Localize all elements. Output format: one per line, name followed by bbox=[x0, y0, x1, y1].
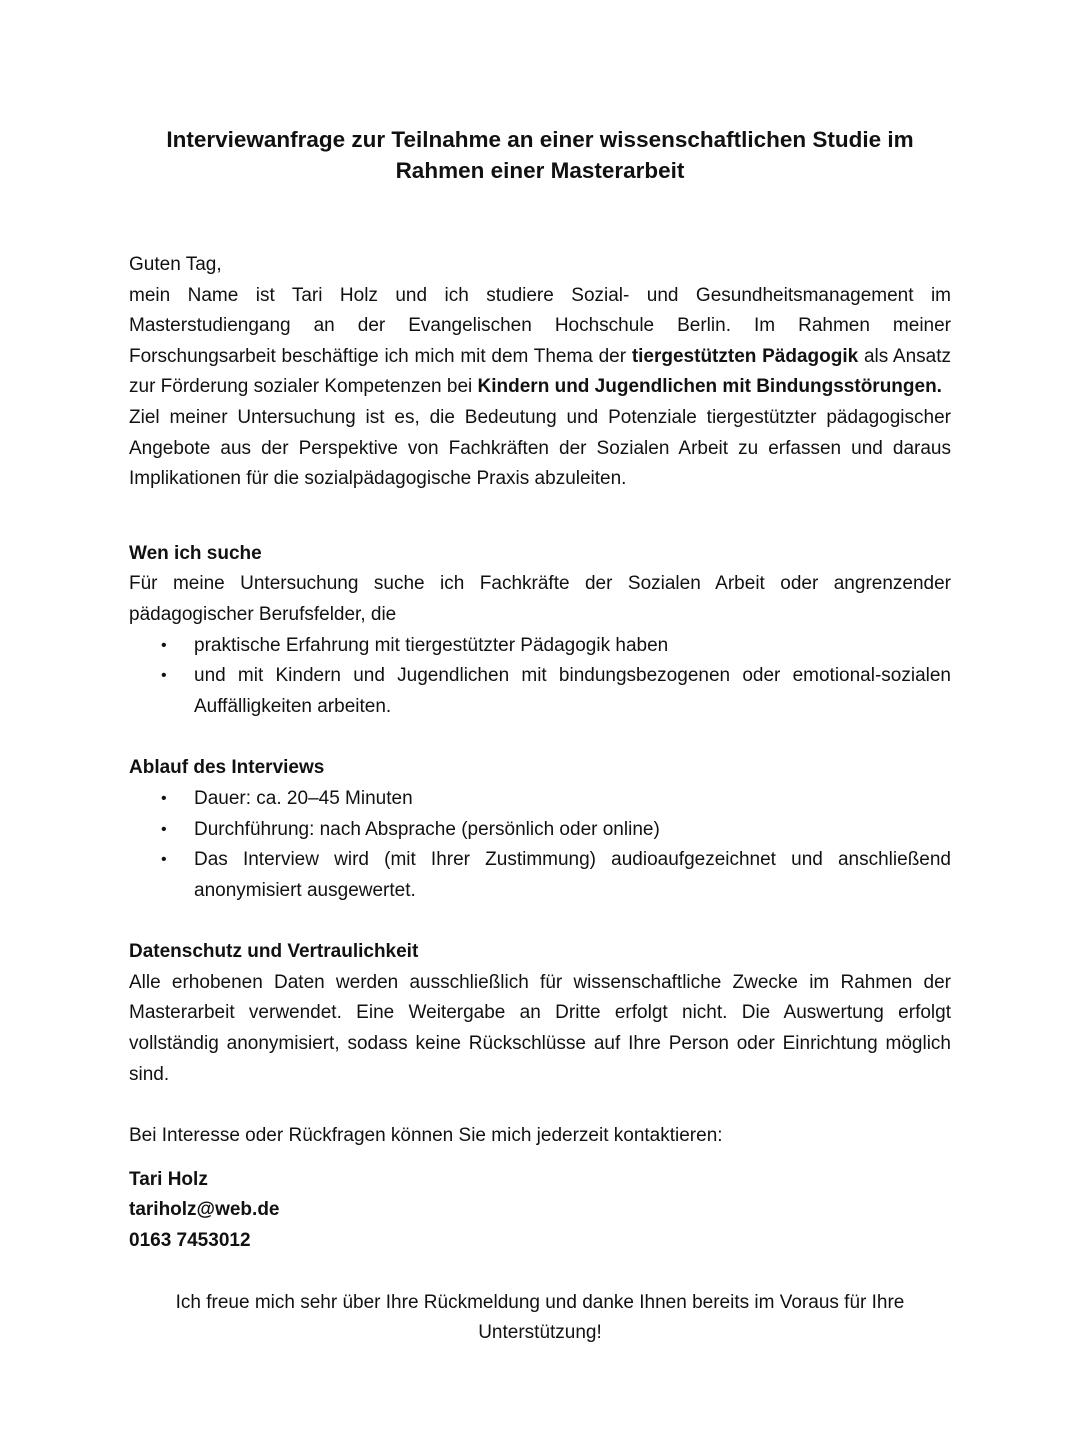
bullet-icon: • bbox=[161, 789, 167, 807]
spacer bbox=[129, 906, 951, 937]
intro-text-2: als Ansatz zur Förderung sozialer Kompetenzen bei bbox=[129, 345, 952, 398]
list-item bbox=[161, 631, 951, 662]
list-item-text: Das Interview wird (mit Ihrer Zustimmung) audioaufgezeichnet und anschließend anonymisiert ausgewertet. bbox=[194, 849, 951, 901]
section-heading-who: Wen ich suche bbox=[129, 542, 262, 564]
contact-name: Tari Holz bbox=[129, 1168, 208, 1190]
document-title: Interviewanfrage zur Teilnahme an einer wissenschaftlichen Studie im Rahmen einer Masterarbeit bbox=[166, 127, 914, 183]
process-list bbox=[129, 784, 951, 906]
contact-phone: 0163 7453012 bbox=[129, 1230, 251, 1252]
privacy-paragraph: Alle erhobenen Daten werden ausschließlich für wissenschaftliche Zwecke im Rahmen der Masterarbeit verwendet. Eine Weitergabe an Dritte erfolgt nicht. Die Auswertung erfolgt vollständig anonymisiert, sodass keine Rückschlüsse auf Ihre Person oder Einrichtung möglich sind. bbox=[129, 971, 951, 1085]
list-item bbox=[161, 661, 951, 722]
bullet-icon: • bbox=[161, 636, 167, 654]
list-item-text: praktische Erfahrung mit tiergestützter Pädagogik haben bbox=[194, 634, 669, 656]
spacer bbox=[129, 1257, 951, 1288]
intro-text-1: mein Name ist Tari Holz und ich studiere Sozial- und Gesundheitsmanagement im Masterstudiengang an der Evangelischen Hochschule Berlin. Im Rahmen meiner Forschungsarbeit beschäftige ich mich mit dem Thema der bbox=[129, 284, 951, 367]
bullet-icon: • bbox=[161, 820, 167, 838]
bullet-icon: • bbox=[161, 851, 167, 869]
section-heading-process: Ablauf des Interviews bbox=[129, 757, 325, 779]
section-heading-privacy: Datenschutz und Vertraulichkeit bbox=[129, 941, 419, 963]
list-item bbox=[161, 815, 951, 846]
intro-emphasis-topic: tiergestützten Pädagogik bbox=[631, 345, 859, 367]
list-item bbox=[161, 845, 951, 906]
who-list bbox=[129, 631, 951, 723]
contact-intro: Bei Interesse oder Rückfragen können Sie mich jederzeit kontaktieren: bbox=[129, 1125, 723, 1147]
spacer bbox=[129, 722, 951, 753]
spacer bbox=[129, 1090, 951, 1121]
list-item-text: Durchführung: nach Absprache (persönlich oder online) bbox=[194, 818, 660, 840]
intro-paragraph bbox=[129, 281, 951, 403]
contact-email: tariholz@web.de bbox=[129, 1199, 280, 1221]
greeting: Guten Tag, bbox=[129, 254, 222, 275]
closing-text: Ich freue mich sehr über Ihre Rückmeldung und danke Ihnen bereits im Voraus für Ihre Unterstützung! bbox=[175, 1291, 905, 1344]
spacer bbox=[129, 495, 951, 539]
who-paragraph: Für meine Untersuchung suche ich Fachkräfte der Sozialen Arbeit oder angrenzender pädagogischer Berufsfelder, die bbox=[129, 573, 951, 625]
list-item-text: Dauer: ca. 20–45 Minuten bbox=[194, 787, 413, 809]
goal-paragraph: Ziel meiner Untersuchung ist es, die Bedeutung und Potenziale tiergestützter pädagogischer Angebote aus der Perspektive von Fachkräften der Sozialen Arbeit zu erfassen und daraus Implikationen für die sozialpädagogische Praxis abzuleiten. bbox=[129, 406, 951, 490]
bullet-icon: • bbox=[161, 667, 167, 685]
intro-emphasis-target-group: Kindern und Jugendlichen mit Bindungsstörungen. bbox=[477, 376, 942, 398]
spacer bbox=[129, 1152, 951, 1165]
list-item-text: und mit Kindern und Jugendlichen mit bindungsbezogenen oder emotional-sozialen Auffälligkeiten arbeiten. bbox=[194, 665, 951, 717]
list-item bbox=[161, 784, 951, 815]
